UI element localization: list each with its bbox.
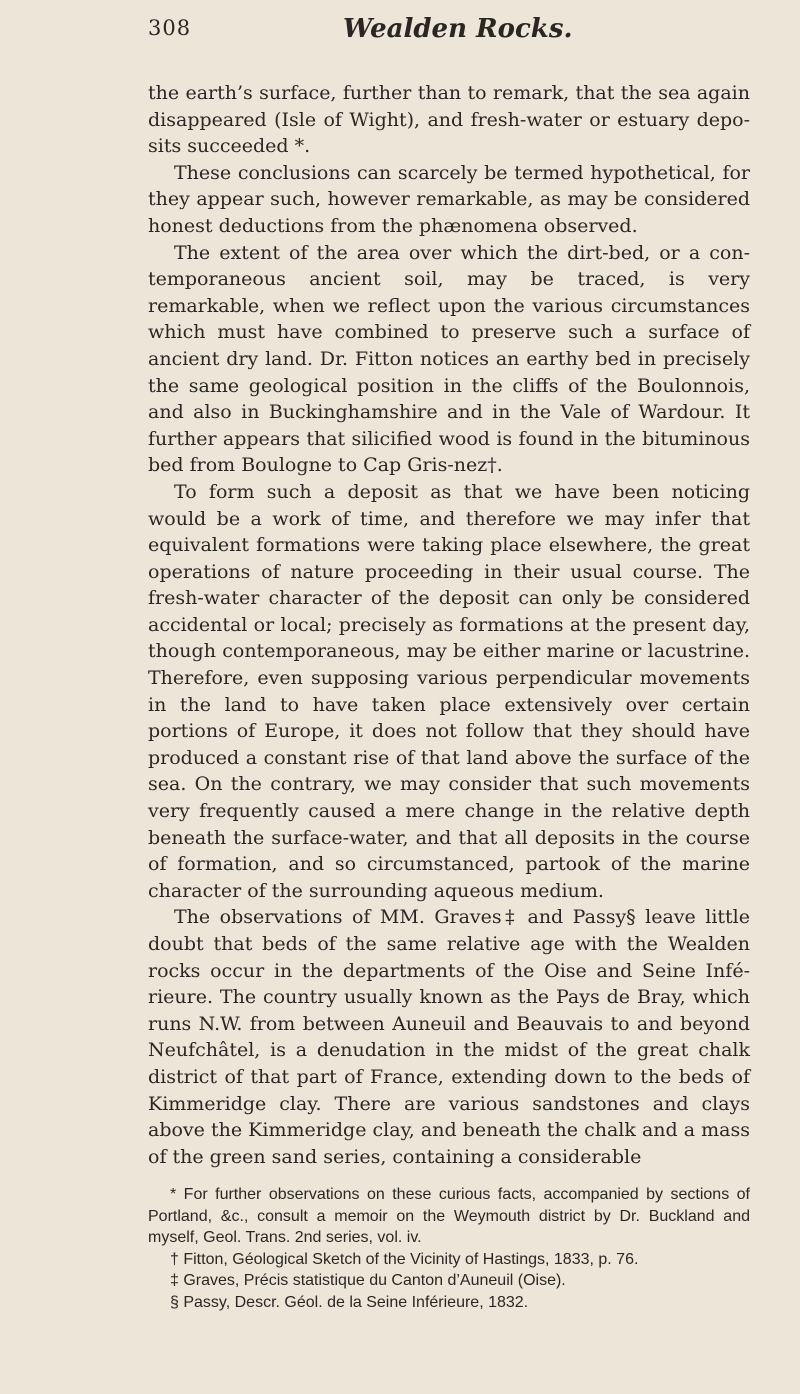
paragraph: The observations of MM. Graves‡ and Passy§ leave little doubt that beds of the same relative age with the Wealden rocks occur in the departments of the Oise and Seine Inférieure. The country usually known as the Pays de Bray, which runs N.W. from between Auneuil and Beauvais to and beyond Neufchâtel, is a denudation in the midst of the great chalk district of that part of France, extending down to the beds of Kimmeridge clay. There are various sandstones and clays above the Kimmeridge clay, and beneath the chalk and a mass of the green sand series, containing a considerable [148,906,750,1168]
page-header [0,14,800,54]
body-text [148,80,750,1170]
footnote: * For further observations on these curious facts, accompanied by sections of Portland, &c., consult a memoir on the Weymouth district by Dr. Buckland and myself, Geol. Trans. 2nd series, vol. iv. [148,1186,750,1246]
footnote: § Passy, Descr. Géol. de la Seine Inférieure, 1832. [170,1293,529,1311]
footnote: † Fitton, Géological Sketch of the Vicinity of Hastings, 1833, p. 76. [170,1250,639,1268]
paragraph: the earth’s surface, further than to remark, that the sea again disappeared (Isle of Wight), and fresh-water or estuary deposits succeeded *. [148,82,750,158]
paragraph: The extent of the area over which the dirt-bed, or a contemporaneous ancient soil, may be traced, is very remarkable, when we reflect upon the various circumstances which must have combined to preserve such a surface of ancient dry land. Dr. Fitton notices an earthy bed in precisely the same geological position in the cliffs of the Boulonnois, and also in Buckinghamshire and in the Vale of Wardour. It further appears that silicified wood is found in the bituminous bed from Boulogne to Cap Gris-nez†. [148,241,750,477]
running-title: Wealden Rocks. [343,14,573,44]
page-number: 308 [148,16,192,40]
paragraph: These conclusions can scarcely be termed hypothetical, for they appear such, however remarkable, as may be considered honest deductions from the phænomena observed. [148,161,750,237]
paragraph: To form such a deposit as that we have been noticing would be a work of time, and therefore we may infer that equivalent formations were taking place elsewhere, the great operations of nature proceeding in their usual course. The fresh-water character of the deposit can only be considered accidental or local; precisely as formations at the present day, though contemporaneous, may be either marine or lacustrine. Therefore, even supposing various perpendicular movements in the land to have taken place extensively over certain portions of Europe, it does not follow that they should have produced a constant rise of that land above the surface of the sea. On the contrary, we may consider that such movements very frequently caused a mere change in the relative depth beneath the surface-water, and that all deposits in the course of formation, and so circumstanced, partook of the marine character of the surrounding aqueous medium. [148,480,750,902]
footnotes [148,1184,750,1313]
footnote: ‡ Graves, Précis statistique du Canton d’Auneuil (Oise). [170,1272,566,1289]
